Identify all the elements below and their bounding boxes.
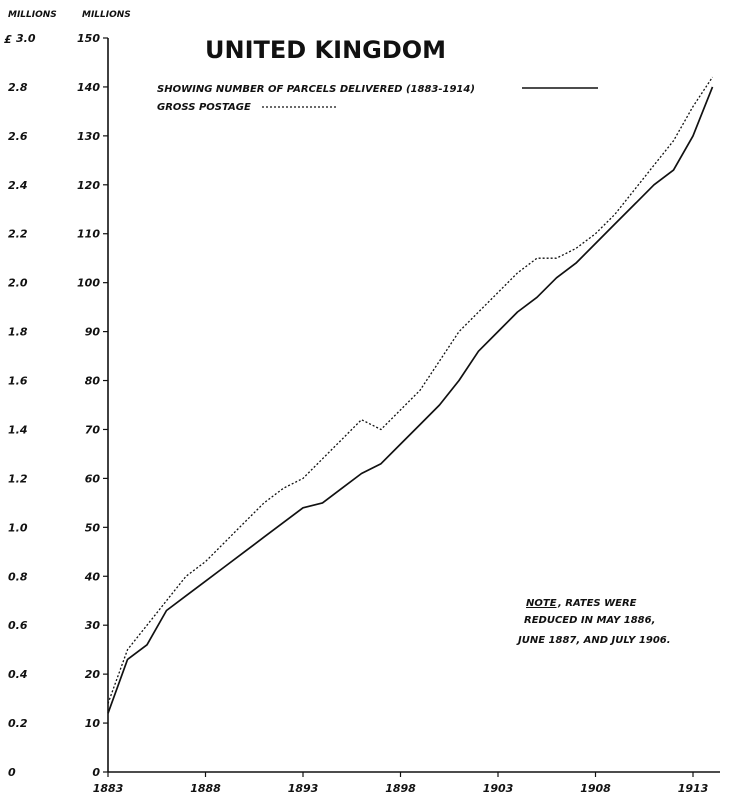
y-tick-label: 60	[84, 472, 100, 486]
x-tick-label: 1893	[287, 782, 319, 795]
postage-tick-label: 3.0	[16, 32, 36, 45]
postage-tick-label: 0.6	[8, 619, 28, 633]
y-tick-label: 80	[84, 374, 100, 388]
currency-prefix: £	[4, 33, 12, 46]
note-line-3: JUNE 1887, AND JULY 1906.	[518, 635, 671, 646]
chart-title: UNITED KINGDOM	[205, 36, 447, 64]
postage-tick-label: 2.0	[8, 276, 28, 290]
x-tick-label: 1913	[677, 782, 709, 795]
postage-tick-label: 1.4	[8, 423, 28, 437]
postage-tick-label: 0.4	[8, 668, 28, 682]
y-tick-label: 90	[84, 325, 100, 339]
x-tick-label: 1898	[385, 782, 416, 795]
postage-tick-label: 0.2	[8, 717, 28, 731]
x-tick-label: 1908	[580, 782, 611, 795]
note-line-1: , RATES WERE	[558, 598, 637, 609]
y-tick-label: 120	[77, 178, 100, 192]
y-tick-label: 150	[77, 32, 100, 45]
y-tick-label: 130	[77, 129, 100, 143]
y-tick-label: 140	[77, 80, 100, 94]
left-axis-unit-label: MILLIONS	[8, 10, 57, 20]
postage-tick-label: 2.6	[8, 129, 28, 143]
postage-tick-label: 0.8	[8, 570, 28, 584]
postage-tick-label: 0	[8, 766, 16, 779]
note	[516, 598, 671, 646]
y-tick-label: 110	[77, 227, 100, 241]
y-tick-label: 100	[77, 276, 100, 290]
y-tick-label: 10	[84, 717, 100, 731]
right-axis-unit-label: MILLIONS	[82, 10, 131, 20]
series-line-postage	[108, 77, 713, 703]
postage-tick-label: 1.2	[8, 472, 28, 486]
y-tick-label: 70	[84, 423, 100, 437]
postage-tick-label: 1.0	[8, 521, 28, 535]
y-tick-label: 40	[84, 570, 100, 584]
legend-parcels-label: SHOWING NUMBER OF PARCELS DELIVERED (1883-1914)	[157, 84, 475, 95]
legend	[157, 84, 598, 113]
x-tick-label: 1883	[92, 782, 124, 795]
y-tick-label: 30	[84, 619, 100, 633]
x-tick-label: 1903	[482, 782, 514, 795]
postage-tick-label: 2.8	[8, 80, 28, 94]
legend-postage-label: GROSS POSTAGE	[157, 102, 251, 113]
y-tick-label: 20	[84, 668, 100, 682]
y-tick-label: 0	[92, 766, 100, 779]
note-label: NOTE	[526, 598, 557, 609]
postage-tick-label: 1.8	[8, 325, 28, 339]
postage-tick-label: 2.4	[8, 178, 28, 192]
ticks	[8, 32, 709, 795]
postage-tick-label: 2.2	[8, 227, 28, 241]
axes	[108, 38, 720, 772]
note-line-2: REDUCED IN MAY 1886,	[524, 615, 656, 626]
x-tick-label: 1888	[190, 782, 221, 795]
postage-tick-label: 1.6	[8, 374, 28, 388]
y-tick-label: 50	[84, 521, 100, 535]
